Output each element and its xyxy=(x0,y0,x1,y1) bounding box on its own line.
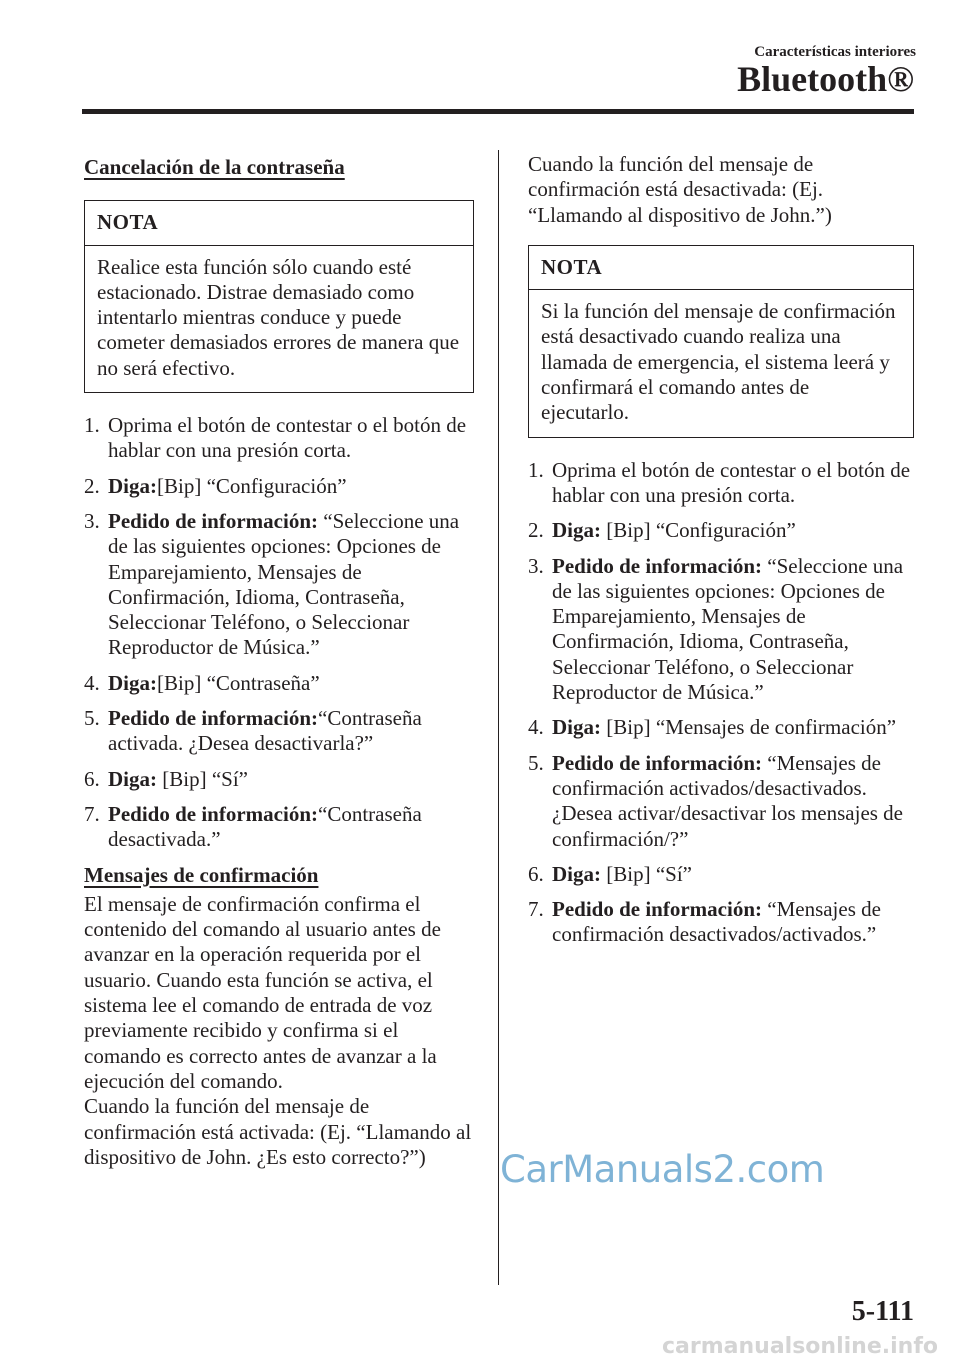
step-item xyxy=(528,554,918,706)
step-number: 3. xyxy=(528,553,544,578)
step-item xyxy=(84,671,474,696)
step-number: 6. xyxy=(528,861,544,886)
chapter-title: Bluetooth® xyxy=(737,59,914,99)
watermark-logo: CarManuals2.com xyxy=(500,1148,825,1191)
note-label: NOTA xyxy=(85,201,473,245)
step-text: “Mensajes de confirmación activados/desactivados. ¿Desea activar/desactivar los mensajes de confirmación/?” xyxy=(552,750,904,851)
right-column xyxy=(528,152,918,958)
step-number: 4. xyxy=(528,715,544,740)
step-text: Oprima el botón de contestar o el botón de hablar con una presión corta. xyxy=(552,457,911,507)
step-item xyxy=(528,897,918,948)
step-item xyxy=(528,751,918,852)
step-label: Pedido de información: xyxy=(552,897,762,922)
step-label: Pedido de información: xyxy=(108,801,318,826)
step-number: 2. xyxy=(84,473,100,498)
step-text: “Seleccione una de las siguientes opciones: Opciones de Emparejamiento, Mensajes de Confirmación, Idioma, Contraseña, Seleccionar Teléfono, o Seleccionar Reproductor de Música.” xyxy=(108,508,460,660)
page-number: 5-111 xyxy=(851,1296,914,1327)
step-text: [Bip] “Configuración” xyxy=(601,518,796,543)
step-label: Diga: xyxy=(108,473,157,498)
step-number: 5. xyxy=(84,706,100,731)
step-label: Diga: xyxy=(552,518,601,543)
paragraph: Cuando la función del mensaje de confirmación está desactivada: (Ej. “Llamando al dispositivo de John.”) xyxy=(528,152,832,227)
paragraph: Cuando la función del mensaje de confirmación está activada: (Ej. “Llamando al dispositivo de John. ¿Es esto correcto?”) xyxy=(84,1094,472,1169)
step-label: Diga: xyxy=(108,766,157,791)
step-label: Pedido de información: xyxy=(552,553,762,578)
step-item xyxy=(528,458,918,509)
step-label: Pedido de información: xyxy=(108,706,318,731)
step-item xyxy=(84,802,474,853)
step-label: Pedido de información: xyxy=(108,508,318,533)
note-box xyxy=(84,200,474,393)
note-text: Realice esta función sólo cuando esté estacionado. Distrae demasiado como intentarlo mientras conduce y puede cometer demasiados errores de manera que no será efectivo. xyxy=(97,254,460,380)
steps-list xyxy=(528,458,918,948)
step-number: 4. xyxy=(84,670,100,695)
step-item xyxy=(84,767,474,792)
step-item xyxy=(84,706,474,757)
step-label: Diga: xyxy=(552,715,601,740)
step-text: “Seleccione una de las siguientes opciones: Opciones de Emparejamiento, Mensajes de Confirmación, Idioma, Contraseña, Seleccionar Teléfono, o Seleccionar Reproductor de Música.” xyxy=(552,553,904,705)
step-number: 1. xyxy=(84,413,100,438)
step-text: “Contraseña activada. ¿Desea desactivarla?” xyxy=(108,706,422,756)
step-label: Pedido de información: xyxy=(552,750,762,775)
step-text: [Bip] “Configuración” xyxy=(157,473,347,498)
step-item xyxy=(84,474,474,499)
heading-password-cancel: Cancelación de la contraseña xyxy=(84,155,345,179)
step-number: 5. xyxy=(528,750,544,775)
header-rule xyxy=(82,109,914,114)
step-text: [Bip] “Sí” xyxy=(157,766,248,791)
step-item xyxy=(84,413,474,464)
step-label: Diga: xyxy=(552,861,601,886)
step-item xyxy=(528,518,918,543)
step-item xyxy=(84,509,474,661)
step-label: Diga: xyxy=(108,670,157,695)
note-box xyxy=(528,245,914,438)
step-text: “Contraseña desactivada.” xyxy=(108,801,422,852)
heading-confirmation-messages: Mensajes de confirmación xyxy=(84,862,319,887)
step-text: “Mensajes de confirmación desactivados/activados.” xyxy=(552,897,881,947)
step-text: [Bip] “Mensajes de confirmación” xyxy=(601,715,897,740)
left-column xyxy=(84,152,474,1170)
step-item xyxy=(528,715,918,740)
watermark-site: carmanualsonline.info xyxy=(662,1334,938,1359)
step-number: 7. xyxy=(84,801,100,826)
note-text: Si la función del mensaje de confirmación está desactivado cuando realiza una llamada de emergencia, el sistema leerá y confirmará el comando antes de ejecutarlo. xyxy=(541,299,896,425)
note-label: NOTA xyxy=(529,246,913,290)
step-text: [Bip] “Contraseña” xyxy=(157,670,320,695)
steps-list xyxy=(84,413,474,852)
step-number: 6. xyxy=(84,766,100,791)
step-text: Oprima el botón de contestar o el botón de hablar con una presión corta. xyxy=(108,413,467,463)
paragraph: El mensaje de confirmación confirma el contenido del comando al usuario antes de avanzar en la operación requerida por el usuario. Cuando esta función se activa, el sistema lee el comando de entrada de voz previamente recibido y confirma si el comando es correcto antes de avanzar a la ejecución del comando. xyxy=(84,891,441,1093)
step-number: 2. xyxy=(528,518,544,543)
step-number: 3. xyxy=(84,508,100,533)
column-divider xyxy=(498,150,499,1285)
section-title: Características interiores xyxy=(754,44,916,60)
step-number: 1. xyxy=(528,457,544,482)
step-item xyxy=(528,862,918,887)
step-text: [Bip] “Sí” xyxy=(601,861,692,886)
step-number: 7. xyxy=(528,897,544,922)
